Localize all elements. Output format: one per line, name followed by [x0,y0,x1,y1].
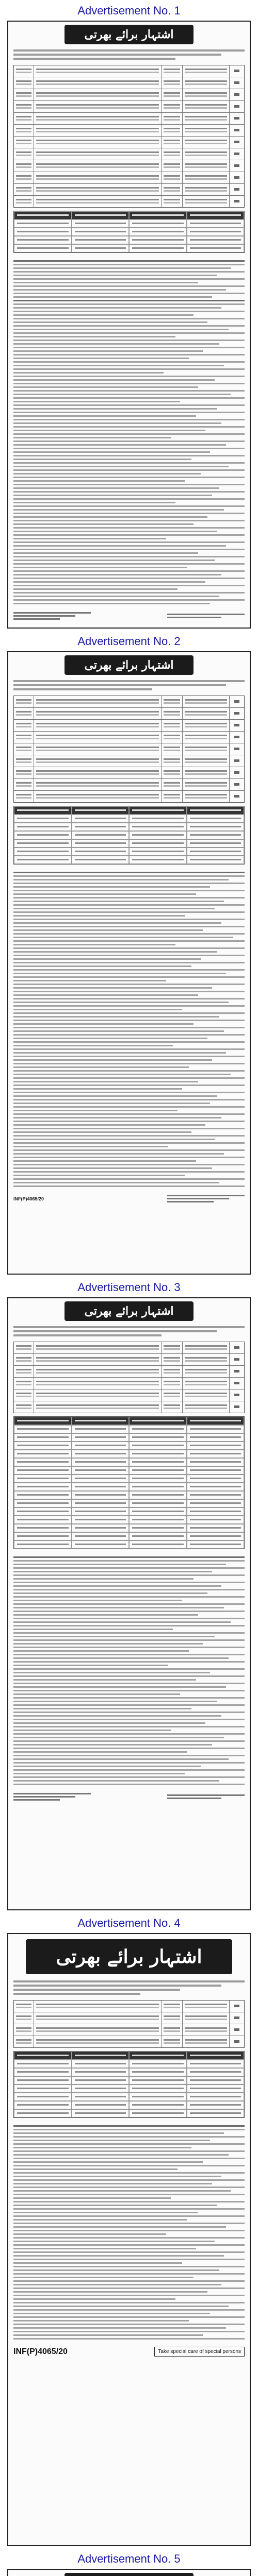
special-persons-note: Take special care of special persons [154,2347,245,2357]
recruitment-banner: اشتہار برائے بھرتی [26,1939,232,1974]
table-row [14,184,244,196]
advertisement-heading-5: Advertisement No. 5 [77,2552,181,2565]
advertisement-heading-3: Advertisement No. 3 [77,1281,181,1294]
table-row [14,89,244,101]
quota-table [13,1416,245,1549]
advertisement-clipping-4 [7,1933,251,2546]
job-table [13,65,245,208]
table-row [14,137,244,148]
signature-block [13,611,91,621]
intro-text [8,46,250,64]
table-row [14,2012,244,2024]
intro-text [8,677,250,694]
advertisement-clipping-2 [7,651,251,1275]
advertisement-footer [8,608,250,624]
terms-and-conditions [8,2121,250,2344]
terms-and-conditions [8,868,250,1191]
advertisement-footer [8,1191,250,1207]
signature-block [167,1193,245,1204]
address-block [167,1793,245,1801]
advertisement-heading-2: Advertisement No. 2 [77,635,181,648]
recruitment-banner [64,2573,194,2576]
terms-and-conditions [8,1552,250,1789]
table-row [14,743,244,755]
recruitment-banner: اشتہار برائے بھرتی [64,655,194,675]
table-row [14,148,244,160]
inf-reference-code: INF(P)4065/20 [13,1196,44,1201]
quota-table [13,2051,245,2118]
terms-and-conditions [8,256,250,608]
advertisement-clipping-5 [7,2569,251,2576]
inf-reference-code: INF(P)4065/20 [13,2347,68,2356]
table-row [14,101,244,113]
table-row [14,160,244,172]
table-row [14,1401,244,1413]
table-row [14,1378,244,1389]
table-row [14,755,244,767]
job-table [13,2000,245,2048]
table-row [14,77,244,89]
advertisement-clipping-1 [7,21,251,629]
quota-table [13,806,245,865]
table-row [14,732,244,743]
table-row [14,767,244,779]
table-row [14,708,244,720]
table-row [14,113,244,125]
table-row [14,1366,244,1378]
table-row [14,779,244,791]
table-row [14,196,244,207]
table-row [14,1342,244,1354]
table-row [14,791,244,802]
table-row [14,696,244,708]
intro-text [8,1977,250,1999]
quota-table [13,211,245,253]
intro-text [8,1323,250,1341]
advertisement-clipping-3 [7,1297,251,1910]
signature-block [13,1791,91,1802]
table-row [14,65,244,77]
job-table [13,696,245,803]
table-row [14,125,244,137]
advertisement-heading-4: Advertisement No. 4 [77,1917,181,1929]
recruitment-banner: اشتہار برائے بھرتی [64,25,194,44]
table-row [14,1389,244,1401]
address-block [167,612,245,620]
table-row [14,720,244,732]
table-row [14,2024,244,2036]
table-row [14,172,244,184]
advertisement-footer [8,1789,250,1805]
advertisement-footer [8,2344,250,2360]
job-table [13,1342,245,1413]
advertisement-heading-1: Advertisement No. 1 [77,4,181,17]
table-row [14,1354,244,1366]
recruitment-banner: اشتہار برائے بھرتی [64,1301,194,1321]
table-row [14,2001,244,2012]
table-row [14,2036,244,2047]
